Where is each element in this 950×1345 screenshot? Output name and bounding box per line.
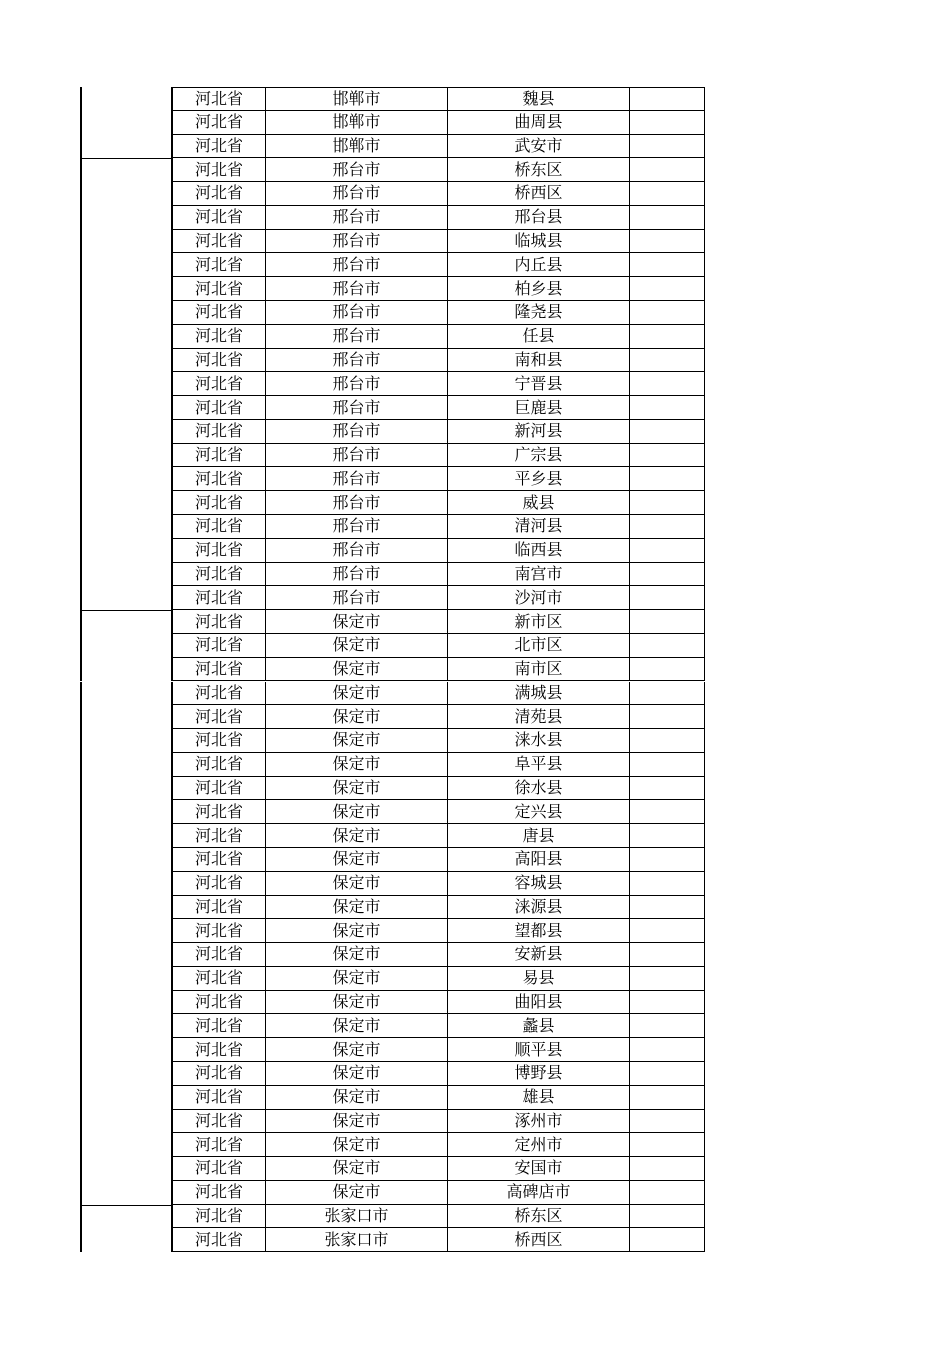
group-cell (80, 420, 171, 444)
province-cell: 河北省 (171, 1062, 265, 1086)
table-row (0, 87, 950, 111)
table-row (0, 539, 950, 563)
group-cell (80, 586, 171, 610)
table-row (0, 1205, 950, 1229)
province-cell: 河北省 (171, 753, 265, 777)
province-cell: 河北省 (171, 230, 265, 254)
group-cell (80, 1014, 171, 1038)
province-cell: 河北省 (171, 1205, 265, 1229)
table-row (0, 634, 950, 658)
empty-cell (629, 848, 705, 872)
city-cell: 保定市 (265, 777, 447, 801)
table-row (0, 349, 950, 373)
county-cell: 柏乡县 (447, 277, 629, 301)
province-cell: 河北省 (171, 325, 265, 349)
group-cell (80, 349, 171, 373)
empty-cell (629, 230, 705, 254)
county-cell: 曲阳县 (447, 991, 629, 1015)
county-cell: 桥东区 (447, 1205, 629, 1229)
province-cell: 河北省 (171, 634, 265, 658)
group-cell (80, 87, 171, 111)
group-cell (80, 634, 171, 658)
county-cell: 邢台县 (447, 206, 629, 230)
province-cell: 河北省 (171, 301, 265, 325)
empty-cell (629, 111, 705, 135)
province-cell: 河北省 (171, 705, 265, 729)
province-cell: 河北省 (171, 539, 265, 563)
table-row (0, 230, 950, 254)
province-cell: 河北省 (171, 991, 265, 1015)
province-cell: 河北省 (171, 111, 265, 135)
province-cell: 河北省 (171, 182, 265, 206)
empty-cell (629, 277, 705, 301)
county-cell: 容城县 (447, 872, 629, 896)
empty-cell (629, 135, 705, 159)
province-cell: 河北省 (171, 1110, 265, 1134)
county-cell: 广宗县 (447, 444, 629, 468)
table-row (0, 848, 950, 872)
table-row (0, 1110, 950, 1134)
county-cell: 任县 (447, 325, 629, 349)
group-cell (80, 919, 171, 943)
table-row (0, 111, 950, 135)
table-row (0, 896, 950, 920)
county-cell: 高阳县 (447, 848, 629, 872)
city-cell: 保定市 (265, 943, 447, 967)
empty-cell (629, 896, 705, 920)
group-cell (80, 539, 171, 563)
table-row (0, 967, 950, 991)
province-cell: 河北省 (171, 135, 265, 159)
empty-cell (629, 682, 705, 706)
empty-cell (629, 444, 705, 468)
county-cell: 唐县 (447, 824, 629, 848)
empty-cell (629, 1110, 705, 1134)
table-row (0, 729, 950, 753)
city-cell: 保定市 (265, 872, 447, 896)
group-cell (80, 491, 171, 515)
table-row (0, 943, 950, 967)
empty-cell (629, 420, 705, 444)
table-row (0, 158, 950, 182)
empty-cell (629, 301, 705, 325)
county-cell: 安国市 (447, 1157, 629, 1181)
group-cell (80, 182, 171, 206)
table-row (0, 919, 950, 943)
city-cell: 保定市 (265, 1086, 447, 1110)
province-cell: 河北省 (171, 682, 265, 706)
city-cell: 保定市 (265, 848, 447, 872)
county-cell: 满城县 (447, 682, 629, 706)
county-cell: 安新县 (447, 943, 629, 967)
city-cell: 保定市 (265, 705, 447, 729)
city-cell: 邯郸市 (265, 111, 447, 135)
empty-cell (629, 372, 705, 396)
city-cell: 邢台市 (265, 563, 447, 587)
county-cell: 清苑县 (447, 705, 629, 729)
city-cell: 保定市 (265, 634, 447, 658)
empty-cell (629, 729, 705, 753)
city-cell: 邢台市 (265, 420, 447, 444)
province-cell: 河北省 (171, 1086, 265, 1110)
table-row (0, 1157, 950, 1181)
province-cell: 河北省 (171, 919, 265, 943)
group-cell (80, 1038, 171, 1062)
group-cell (80, 206, 171, 230)
province-cell: 河北省 (171, 586, 265, 610)
county-cell: 平乡县 (447, 467, 629, 491)
table-row (0, 586, 950, 610)
group-cell (80, 467, 171, 491)
city-cell: 邢台市 (265, 301, 447, 325)
empty-cell (629, 705, 705, 729)
table-row (0, 658, 950, 682)
group-cell (80, 1181, 171, 1205)
province-cell: 河北省 (171, 777, 265, 801)
province-cell: 河北省 (171, 610, 265, 634)
empty-cell (629, 467, 705, 491)
province-cell: 河北省 (171, 563, 265, 587)
city-cell: 邢台市 (265, 586, 447, 610)
table-row (0, 991, 950, 1015)
empty-cell (629, 634, 705, 658)
empty-cell (629, 182, 705, 206)
group-cell (80, 610, 171, 634)
city-cell: 保定市 (265, 729, 447, 753)
group-cell (80, 777, 171, 801)
empty-cell (629, 610, 705, 634)
table-row (0, 610, 950, 634)
table-row (0, 277, 950, 301)
table-row (0, 372, 950, 396)
province-cell: 河北省 (171, 253, 265, 277)
empty-cell (629, 253, 705, 277)
table-row (0, 800, 950, 824)
group-cell (80, 1086, 171, 1110)
city-cell: 邢台市 (265, 372, 447, 396)
province-cell: 河北省 (171, 158, 265, 182)
city-cell: 张家口市 (265, 1228, 447, 1252)
county-cell: 阜平县 (447, 753, 629, 777)
group-cell (80, 563, 171, 587)
group-cell (80, 1133, 171, 1157)
group-cell (80, 824, 171, 848)
empty-cell (629, 919, 705, 943)
empty-cell (629, 1205, 705, 1229)
province-cell: 河北省 (171, 848, 265, 872)
empty-cell (629, 87, 705, 111)
table-row (0, 1062, 950, 1086)
group-cell (80, 1157, 171, 1181)
table-row (0, 824, 950, 848)
empty-cell (629, 586, 705, 610)
county-cell: 高碑店市 (447, 1181, 629, 1205)
group-cell (80, 253, 171, 277)
city-cell: 保定市 (265, 967, 447, 991)
county-cell: 定兴县 (447, 800, 629, 824)
group-cell (80, 135, 171, 159)
county-cell: 涿州市 (447, 1110, 629, 1134)
city-cell: 邯郸市 (265, 87, 447, 111)
group-cell (80, 753, 171, 777)
group-cell (80, 396, 171, 420)
county-cell: 内丘县 (447, 253, 629, 277)
county-cell: 清河县 (447, 515, 629, 539)
city-cell: 保定市 (265, 1157, 447, 1181)
group-cell (80, 1062, 171, 1086)
empty-cell (629, 991, 705, 1015)
table-row (0, 777, 950, 801)
city-cell: 邢台市 (265, 158, 447, 182)
group-cell (80, 372, 171, 396)
county-cell: 南市区 (447, 658, 629, 682)
empty-cell (629, 1228, 705, 1252)
table-row (0, 682, 950, 706)
group-cell (80, 1228, 171, 1252)
table-row (0, 253, 950, 277)
city-cell: 邢台市 (265, 253, 447, 277)
group-cell (80, 848, 171, 872)
table-row (0, 1133, 950, 1157)
table-row (0, 396, 950, 420)
county-cell: 蠡县 (447, 1014, 629, 1038)
group-cell (80, 515, 171, 539)
table-row (0, 182, 950, 206)
province-cell: 河北省 (171, 824, 265, 848)
group-cell (80, 1205, 171, 1229)
city-cell: 邢台市 (265, 277, 447, 301)
group-cell (80, 658, 171, 682)
table-row (0, 1086, 950, 1110)
province-cell: 河北省 (171, 372, 265, 396)
city-cell: 邢台市 (265, 515, 447, 539)
province-cell: 河北省 (171, 1157, 265, 1181)
city-cell: 邢台市 (265, 467, 447, 491)
city-cell: 邢台市 (265, 182, 447, 206)
city-cell: 保定市 (265, 1110, 447, 1134)
group-cell (80, 111, 171, 135)
empty-cell (629, 349, 705, 373)
province-cell: 河北省 (171, 658, 265, 682)
county-cell: 隆尧县 (447, 301, 629, 325)
empty-cell (629, 753, 705, 777)
table-row (0, 301, 950, 325)
province-cell: 河北省 (171, 420, 265, 444)
city-cell: 保定市 (265, 1133, 447, 1157)
province-cell: 河北省 (171, 491, 265, 515)
empty-cell (629, 539, 705, 563)
county-cell: 临西县 (447, 539, 629, 563)
city-cell: 邢台市 (265, 349, 447, 373)
table-row (0, 753, 950, 777)
group-cell (80, 301, 171, 325)
empty-cell (629, 872, 705, 896)
county-cell: 武安市 (447, 135, 629, 159)
empty-cell (629, 206, 705, 230)
city-cell: 邢台市 (265, 491, 447, 515)
group-cell (80, 444, 171, 468)
city-cell: 保定市 (265, 610, 447, 634)
empty-cell (629, 1086, 705, 1110)
province-cell: 河北省 (171, 444, 265, 468)
province-cell: 河北省 (171, 1014, 265, 1038)
empty-cell (629, 1062, 705, 1086)
province-cell: 河北省 (171, 1038, 265, 1062)
county-cell: 涞源县 (447, 896, 629, 920)
group-cell (80, 872, 171, 896)
group-cell (80, 705, 171, 729)
county-cell: 南和县 (447, 349, 629, 373)
table-row (0, 563, 950, 587)
table-row (0, 1038, 950, 1062)
table-row (0, 420, 950, 444)
table-row (0, 206, 950, 230)
county-cell: 沙河市 (447, 586, 629, 610)
county-cell: 北市区 (447, 634, 629, 658)
city-cell: 邢台市 (265, 325, 447, 349)
county-cell: 威县 (447, 491, 629, 515)
province-cell: 河北省 (171, 1133, 265, 1157)
county-cell: 定州市 (447, 1133, 629, 1157)
city-cell: 保定市 (265, 919, 447, 943)
county-cell: 宁晋县 (447, 372, 629, 396)
province-cell: 河北省 (171, 896, 265, 920)
county-cell: 桥西区 (447, 182, 629, 206)
table-row (0, 705, 950, 729)
county-cell: 易县 (447, 967, 629, 991)
county-cell: 巨鹿县 (447, 396, 629, 420)
county-cell: 桥东区 (447, 158, 629, 182)
group-cell (80, 729, 171, 753)
province-cell: 河北省 (171, 967, 265, 991)
county-cell: 临城县 (447, 230, 629, 254)
empty-cell (629, 325, 705, 349)
province-cell: 河北省 (171, 396, 265, 420)
table-row (0, 1014, 950, 1038)
city-cell: 邢台市 (265, 539, 447, 563)
empty-cell (629, 943, 705, 967)
city-cell: 保定市 (265, 682, 447, 706)
province-cell: 河北省 (171, 467, 265, 491)
county-cell: 桥西区 (447, 1228, 629, 1252)
city-cell: 邢台市 (265, 230, 447, 254)
table-row (0, 444, 950, 468)
province-cell: 河北省 (171, 206, 265, 230)
group-cell (80, 158, 171, 182)
table-row (0, 515, 950, 539)
empty-cell (629, 777, 705, 801)
city-cell: 张家口市 (265, 1205, 447, 1229)
city-cell: 邢台市 (265, 396, 447, 420)
group-cell (80, 230, 171, 254)
table-row (0, 325, 950, 349)
city-cell: 保定市 (265, 753, 447, 777)
city-cell: 邢台市 (265, 206, 447, 230)
group-cell (80, 896, 171, 920)
city-cell: 邢台市 (265, 444, 447, 468)
city-cell: 保定市 (265, 800, 447, 824)
table-row (0, 1228, 950, 1252)
province-cell: 河北省 (171, 349, 265, 373)
empty-cell (629, 158, 705, 182)
county-cell: 博野县 (447, 1062, 629, 1086)
group-cell (80, 991, 171, 1015)
city-cell: 保定市 (265, 824, 447, 848)
city-cell: 保定市 (265, 896, 447, 920)
group-cell (80, 682, 171, 706)
empty-cell (629, 967, 705, 991)
empty-cell (629, 1038, 705, 1062)
empty-cell (629, 1181, 705, 1205)
group-cell (80, 325, 171, 349)
table-row (0, 135, 950, 159)
county-cell: 新市区 (447, 610, 629, 634)
table-row (0, 491, 950, 515)
city-cell: 保定市 (265, 991, 447, 1015)
empty-cell (629, 658, 705, 682)
empty-cell (629, 800, 705, 824)
county-cell: 雄县 (447, 1086, 629, 1110)
province-cell: 河北省 (171, 872, 265, 896)
empty-cell (629, 396, 705, 420)
county-cell: 望都县 (447, 919, 629, 943)
group-cell (80, 943, 171, 967)
city-cell: 保定市 (265, 1038, 447, 1062)
county-cell: 涞水县 (447, 729, 629, 753)
empty-cell (629, 563, 705, 587)
province-cell: 河北省 (171, 943, 265, 967)
empty-cell (629, 515, 705, 539)
city-cell: 保定市 (265, 1014, 447, 1038)
county-cell: 徐水县 (447, 777, 629, 801)
county-cell: 南宫市 (447, 563, 629, 587)
city-cell: 保定市 (265, 658, 447, 682)
province-cell: 河北省 (171, 1181, 265, 1205)
county-cell: 魏县 (447, 87, 629, 111)
city-cell: 保定市 (265, 1062, 447, 1086)
county-cell: 新河县 (447, 420, 629, 444)
empty-cell (629, 1157, 705, 1181)
group-cell (80, 967, 171, 991)
county-cell: 顺平县 (447, 1038, 629, 1062)
table-row (0, 872, 950, 896)
county-cell: 曲周县 (447, 111, 629, 135)
group-cell (80, 800, 171, 824)
city-cell: 邯郸市 (265, 135, 447, 159)
empty-cell (629, 824, 705, 848)
empty-cell (629, 1014, 705, 1038)
city-cell: 保定市 (265, 1181, 447, 1205)
province-cell: 河北省 (171, 800, 265, 824)
province-cell: 河北省 (171, 87, 265, 111)
province-cell: 河北省 (171, 1228, 265, 1252)
group-cell (80, 1110, 171, 1134)
empty-cell (629, 491, 705, 515)
province-cell: 河北省 (171, 277, 265, 301)
province-cell: 河北省 (171, 515, 265, 539)
table-row (0, 1181, 950, 1205)
group-cell (80, 277, 171, 301)
table-row (0, 467, 950, 491)
empty-cell (629, 1133, 705, 1157)
province-cell: 河北省 (171, 729, 265, 753)
